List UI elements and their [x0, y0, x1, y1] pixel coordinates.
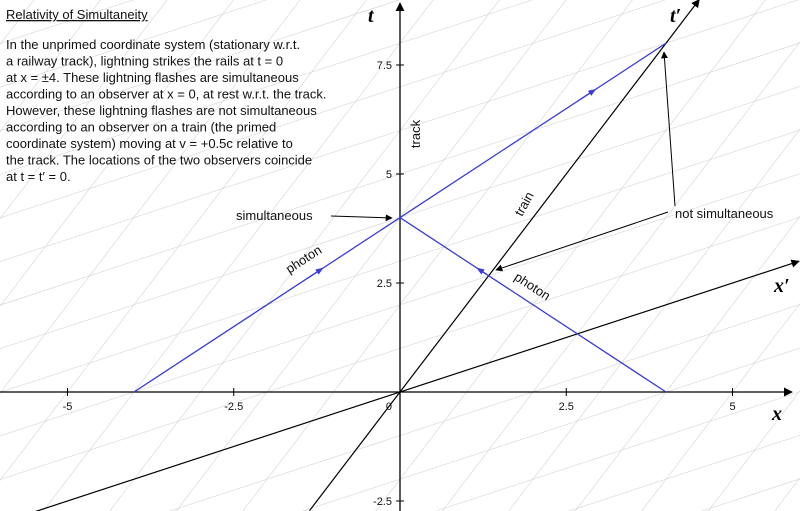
not-simultaneous-pointer-upper	[664, 52, 675, 206]
photon-direction-arrow	[307, 270, 320, 279]
grid-line	[267, 0, 800, 511]
grid-line	[0, 0, 1, 511]
t-prime-axis-label: t′	[670, 5, 682, 27]
description-text	[6, 37, 326, 184]
description-line: In the unprimed coordinate system (stationary w.r.t.	[6, 37, 301, 52]
simultaneous-label: simultaneous	[236, 208, 313, 223]
x-prime-axis-label: x′	[774, 275, 790, 297]
t-tick-label: 2.5	[376, 278, 392, 290]
t-prime-axis	[310, 0, 700, 511]
description-line: a railway track), lightning strikes the rails at t = 0	[6, 53, 284, 69]
grid-line	[733, 0, 800, 511]
grid-line	[400, 0, 800, 511]
photon-direction-arrow	[580, 91, 593, 100]
description-line: at x = ±4. These lightning flashes are simultaneous	[6, 70, 299, 85]
x-tick-label: -2.5	[224, 401, 244, 413]
x-tick-label: 2.5	[558, 401, 574, 413]
photon-right-label: photon	[511, 269, 554, 304]
not-simultaneous-label: not simultaneous	[675, 206, 774, 221]
x-tick-label: -5	[62, 401, 73, 413]
description-line: at t = t′ = 0.	[6, 169, 71, 184]
photon-direction-arrow	[480, 270, 487, 274]
origin-label: 0	[385, 401, 392, 413]
description-line: However, these lightning flashes are not simultaneous	[6, 103, 317, 118]
not-simultaneous-pointer-lower	[496, 212, 668, 270]
x-tick-label: 5	[729, 401, 736, 413]
t-tick-label: 7.5	[376, 60, 392, 72]
t-tick-label: 5	[385, 169, 392, 181]
diagram-title: Relativity of Simultaneity	[6, 7, 148, 22]
description-line: according to an observer at x = 0, at rest w.r.t. the track.	[6, 86, 327, 102]
grid-line	[467, 0, 800, 511]
track-label: track	[408, 119, 423, 149]
t-tick-label: -2.5	[373, 496, 392, 508]
description-line: the track. The locations of the two observers coincide	[6, 152, 313, 168]
x-axis-label: x	[772, 403, 782, 425]
grid-line	[666, 0, 800, 511]
t-axis-label: t	[368, 5, 374, 27]
description-line: coordinate system) moving at v = +0.5c relative to	[6, 136, 293, 151]
photon-right-ray	[400, 218, 666, 392]
description-line: according to an observer on a train (the primed	[6, 119, 277, 135]
simultaneous-pointer	[331, 216, 392, 218]
train-label: train	[511, 189, 537, 219]
grid-line	[533, 0, 800, 511]
photon-left-label: photon	[282, 242, 325, 277]
description-block	[6, 7, 326, 184]
